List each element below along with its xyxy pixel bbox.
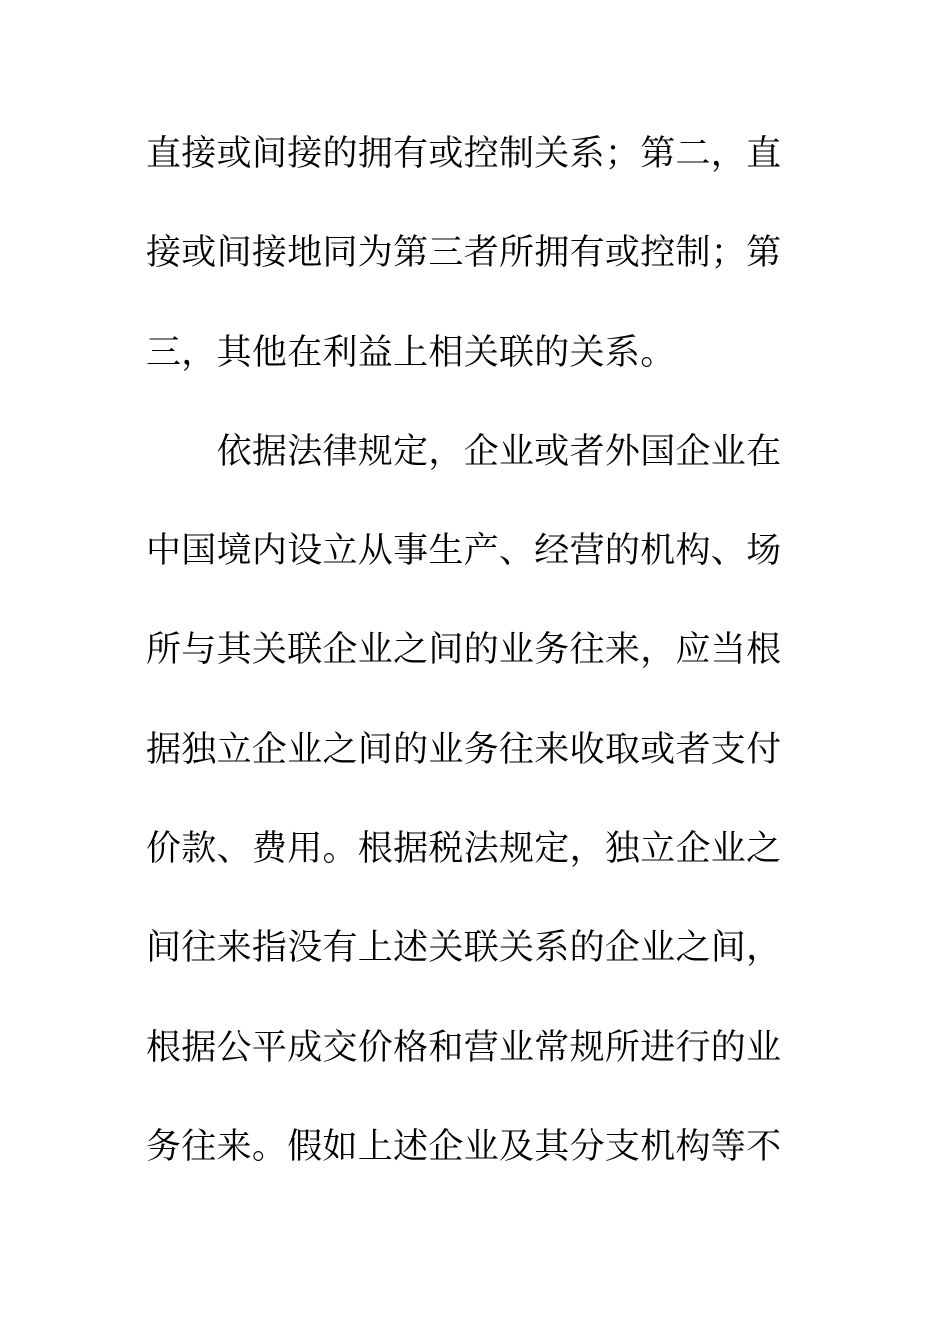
text-line-9: 间往来指没有上述关联关系的企业之间， <box>146 928 782 969</box>
text-line-11: 务往来。假如上述企业及其分支机构等不 <box>146 1126 782 1167</box>
text-line-2: 接或间接地同为第三者所拥有或控制；第 <box>146 233 782 274</box>
text-line-10: 根据公平成交价格和营业常规所进行的业 <box>146 1027 782 1068</box>
body-text <box>146 128 786 1220</box>
text-line-7: 据独立企业之间的业务往来收取或者支付 <box>146 729 782 770</box>
text-line-1: 直接或间接的拥有或控制关系；第二，直 <box>146 134 782 174</box>
text-line-4: 依据法律规定，企业或者外国企业在 <box>146 431 782 472</box>
text-line-8: 价款、费用。根据税法规定，独立企业之 <box>146 829 782 870</box>
text-line-3: 三，其他在利益上相关联的关系。 <box>146 332 676 373</box>
text-line-6: 所与其关联企业之间的业务往来，应当根 <box>146 630 782 671</box>
text-line-5: 中国境内设立从事生产、经营的机构、场 <box>146 531 782 572</box>
